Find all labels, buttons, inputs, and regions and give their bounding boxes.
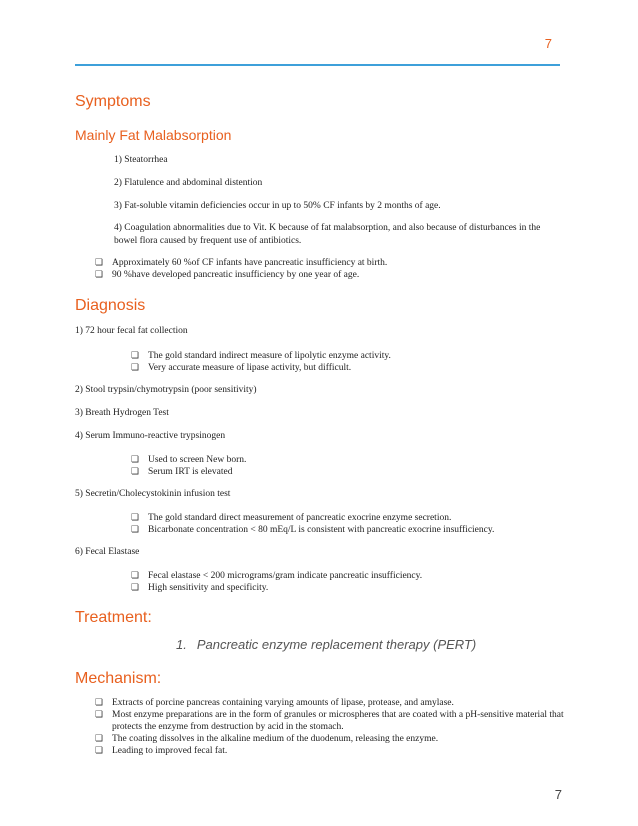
list-item: ❏ Very accurate measure of lipase activity, but difficult. (131, 363, 352, 373)
checkbox-icon: ❏ (95, 258, 104, 268)
list-number: 1. (176, 637, 187, 652)
checkbox-icon: ❏ (95, 710, 104, 720)
list-item: ❏ Approximately 60 %of CF infants have pancreatic insufficiency at birth. (95, 258, 388, 268)
checkbox-icon: ❏ (131, 583, 140, 593)
checkbox-icon: ❏ (95, 734, 104, 744)
symptom-item: 1) Steatorrhea (114, 155, 168, 165)
checkbox-icon: ❏ (131, 455, 140, 465)
checkbox-icon: ❏ (95, 270, 104, 280)
list-item: ❏ The gold standard indirect measure of lipolytic enzyme activity. (131, 351, 391, 361)
symptoms-bullets (95, 257, 565, 281)
list-item: ❏ Bicarbonate concentration < 80 mEq/L is consistent with pancreatic exocrine insufficiency. (131, 525, 495, 535)
checkbox-icon: ❏ (131, 467, 140, 477)
list-item: ❏ The gold standard direct measurement of pancreatic exocrine enzyme secretion. (131, 513, 452, 523)
diagnosis-item5-bullets (131, 512, 561, 536)
symptom-item: 4) Coagulation abnormalities due to Vit. K because of fat malabsorption, and also because of disturbances in the bowel flora caused by frequent use of antibiotics. (114, 223, 541, 246)
diagnosis-item: 5) Secretin/Cholecystokinin infusion test (75, 489, 231, 499)
symptoms-subheading: Mainly Fat Malabsorption (75, 127, 232, 143)
diagnosis-item: 3) Breath Hydrogen Test (75, 408, 169, 418)
list-item: ❏ Fecal elastase < 200 micrograms/gram indicate pancreatic insufficiency. (131, 571, 423, 581)
pert-text: Pancreatic enzyme replacement therapy (PERT) (196, 637, 477, 652)
diagnosis-item: 1) 72 hour fecal fat collection (75, 326, 188, 336)
diagnosis-item6-bullets (131, 570, 561, 594)
list-item: ❏ Most enzyme preparations are in the form of granules or microspheres that are coated with a pH-sensitive material that protects the enzyme from destruction by acid in the stomach. (95, 710, 564, 732)
list-item: ❏ Leading to improved fecal fat. (95, 746, 228, 756)
page-number-bottom: 7 (554, 787, 562, 802)
diagnosis-item4-bullets (131, 454, 561, 478)
checkbox-icon: ❏ (131, 525, 140, 535)
symptom-item: 3) Fat-soluble vitamin deficiencies occur in up to 50% CF infants by 2 months of age. (114, 201, 441, 211)
diagnosis-item: 6) Fecal Elastase (75, 547, 140, 557)
list-item: ❏ 90 %have developed pancreatic insufficiency by one year of age. (95, 270, 360, 280)
list-item: ❏ The coating dissolves in the alkaline medium of the duodenum, releasing the enzyme. (95, 734, 439, 744)
checkbox-icon: ❏ (131, 363, 140, 373)
list-item: ❏ Extracts of porcine pancreas containing varying amounts of lipase, protease, and amylase. (95, 698, 454, 708)
diagnosis-item: 2) Stool trypsin/chymotrypsin (poor sensitivity) (75, 385, 257, 395)
checkbox-icon: ❏ (95, 698, 104, 708)
diagnosis-item1-bullets (131, 350, 561, 374)
symptoms-heading: Symptoms (75, 93, 151, 110)
mechanism-bullets (95, 697, 565, 757)
header-rule (75, 64, 560, 66)
diagnosis-heading: Diagnosis (75, 297, 146, 314)
checkbox-icon: ❏ (131, 513, 140, 523)
checkbox-icon: ❏ (131, 571, 140, 581)
pert-item (176, 637, 476, 652)
checkbox-icon: ❏ (131, 351, 140, 361)
symptom-item: 2) Flatulence and abdominal distention (114, 178, 263, 188)
mechanism-heading: Mechanism: (75, 670, 162, 687)
diagnosis-item: 4) Serum Immuno-reactive trypsinogen (75, 431, 226, 441)
treatment-heading: Treatment: (75, 609, 152, 626)
list-item: ❏ Serum IRT is elevated (131, 467, 233, 477)
list-item: ❏ Used to screen New born. (131, 455, 247, 465)
page-number-top: 7 (544, 36, 552, 51)
checkbox-icon: ❏ (95, 746, 104, 756)
list-item: ❏ High sensitivity and specificity. (131, 583, 269, 593)
